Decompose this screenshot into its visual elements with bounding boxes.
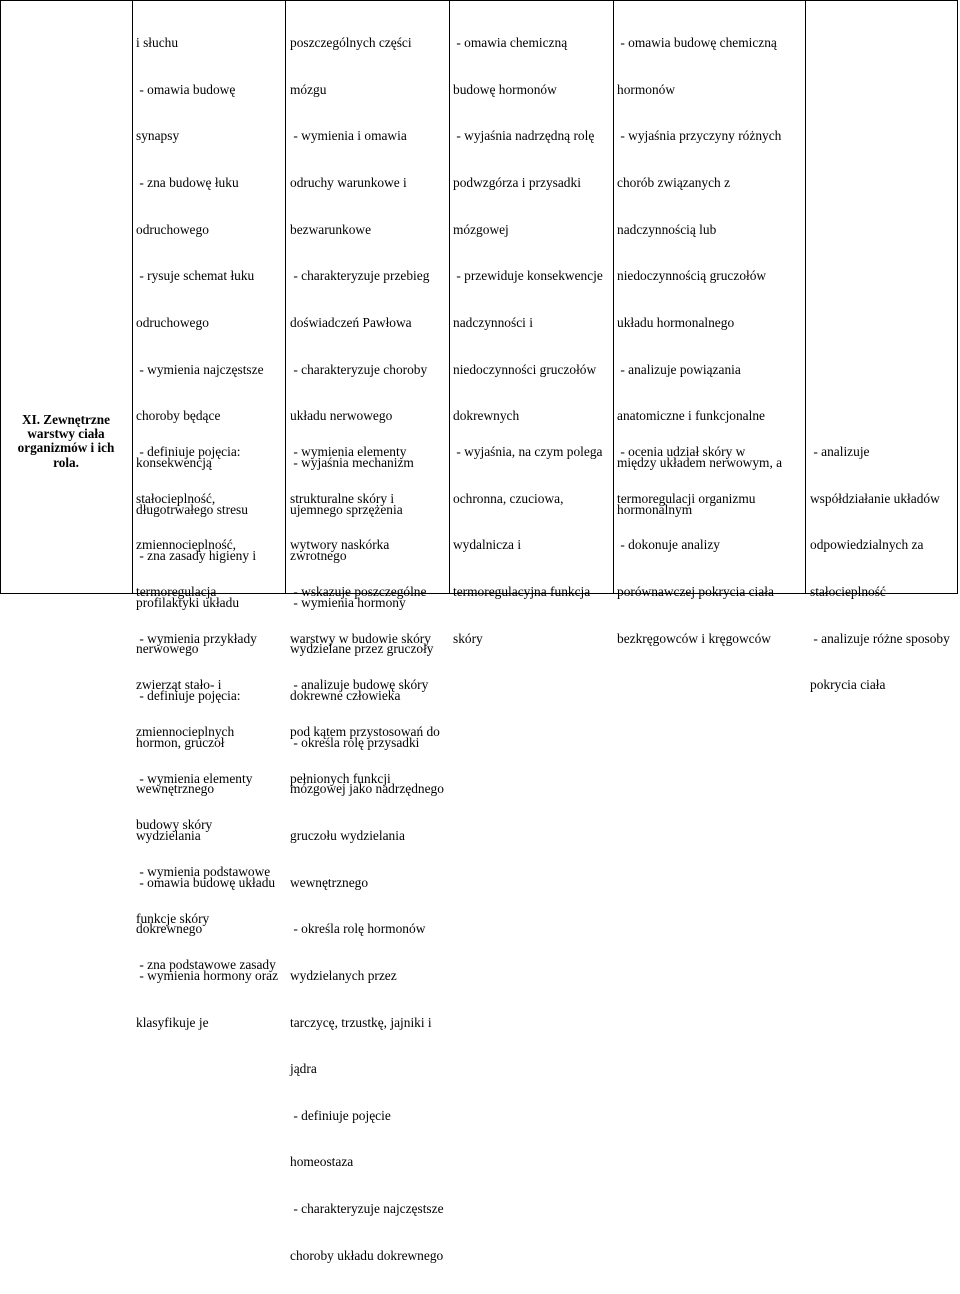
text-line: - definiuje pojęcie [290, 1107, 391, 1123]
text-line: budowę hormonów [453, 81, 557, 97]
text-line: - zna podstawowe zasady [136, 957, 276, 973]
text-line: odruchowego [136, 221, 209, 237]
text-line: - wyjaśnia, na czym polega [453, 444, 603, 460]
text-line: zwierząt stało- i [136, 677, 222, 693]
text-line: wydzielanych przez [290, 967, 397, 983]
text-line: stałocieplność, [136, 490, 216, 506]
text-line: - analizuje różne sposoby [810, 630, 950, 646]
col4-top-cell [453, 4, 603, 455]
text-line: dokrewne człowieka [290, 688, 401, 704]
text-line: - wymienia hormony oraz [136, 967, 279, 983]
text-line: wydalnicza i [453, 537, 522, 553]
text-line: hormonalnym [617, 501, 693, 517]
text-line: mózgowej [453, 221, 509, 237]
text-line: wydzielane przez gruczoły [290, 641, 434, 657]
text-line: i słuchu [136, 35, 179, 51]
text-line: układu hormonalnego [617, 314, 735, 330]
text-line: termoregulacyjna funkcja [453, 584, 591, 600]
text-line: zmiennocieplność, [136, 537, 237, 553]
text-line: - zna budowę łuku [136, 175, 239, 191]
text-line: - wymienia elementy [136, 770, 253, 786]
column-border [449, 0, 450, 594]
text-line: tarczycę, trzustkę, jajniki i [290, 1014, 432, 1030]
text-line: - przewiduje konsekwencje [453, 268, 603, 284]
text-line: wytwory naskórka [290, 537, 390, 553]
text-line: odruchowego [136, 314, 209, 330]
text-line: - określa rolę hormonów [290, 921, 426, 937]
text-line: - zna zasady higieny i [136, 548, 257, 564]
column-border [805, 0, 806, 594]
text-line: - analizuje powiązania [617, 361, 741, 377]
text-line: między układem nerwowym, a [617, 454, 783, 470]
text-line: dokrewnego [136, 921, 203, 937]
text-line: - definiuje pojęcia: [136, 688, 241, 704]
text-line: - wyjaśnia przyczyny różnych [617, 128, 782, 144]
text-line: zmiennocieplnych [136, 723, 235, 739]
column-border [0, 0, 1, 594]
col4-bottom-cell [453, 413, 602, 677]
text-line: nadczynnością lub [617, 221, 717, 237]
text-line: porównawczej pokrycia ciała [617, 584, 774, 600]
text-line: - wyjaśnia mechanizm [290, 454, 414, 470]
text-line: konsekwencją [136, 454, 212, 470]
text-line: - wymienia hormony [290, 594, 406, 610]
text-line: pod kątem przystosowań do [290, 723, 440, 739]
text-line: - omawia chemiczną [453, 35, 568, 51]
topic-cell: XI. Zewnętrzne warstwy ciała organizmów i ich rola. [17, 412, 115, 470]
text-line: pokrycia ciała [810, 677, 886, 693]
text-line: hormon, gruczoł [136, 734, 225, 750]
text-line: doświadczeń Pawłowa [290, 314, 412, 330]
text-line: chorób związanych z [617, 175, 731, 191]
text-line: - wymienia i omawia [290, 128, 407, 144]
text-line: hormonów [617, 81, 676, 97]
text-line: - rysuje schemat łuku [136, 268, 255, 284]
column-border [957, 0, 958, 594]
text-line: - omawia budowę chemiczną [617, 35, 777, 51]
text-line: gruczołu wydzielania [290, 827, 405, 843]
text-line: - analizuje budowę skóry [290, 677, 429, 693]
text-line: - charakteryzuje najczęstsze [290, 1201, 444, 1217]
text-line: ujemnego sprzężenia [290, 501, 403, 517]
text-line: współdziałanie układów [810, 490, 940, 506]
text-line: - wymienia podstawowe [136, 863, 271, 879]
text-line: mózgowej jako nadrzędnego [290, 781, 444, 797]
text-line: choroby będące [136, 408, 221, 424]
text-line: klasyfikuje je [136, 1014, 209, 1030]
text-line: warstwy w budowie skóry [290, 630, 431, 646]
text-line: poszczególnych części [290, 35, 412, 51]
text-line: odruchy warunkowe i [290, 175, 407, 191]
text-line: - wskazuje poszczególne [290, 584, 427, 600]
text-line: - charakteryzuje choroby [290, 361, 428, 377]
text-line: skóry [453, 630, 483, 646]
column-border [613, 0, 614, 594]
text-line: - definiuje pojęcia: [136, 444, 241, 460]
text-line: wewnętrznego [290, 874, 369, 890]
text-line: ochronna, czuciowa, [453, 490, 564, 506]
text-line: profilaktyki układu [136, 594, 240, 610]
text-line: funkcje skóry [136, 910, 210, 926]
text-line: termoregulacji organizmu [617, 490, 756, 506]
text-line: dokrewnych [453, 408, 520, 424]
text-line: mózgu [290, 81, 327, 97]
text-line: bezwarunkowe [290, 221, 372, 237]
column-border [285, 0, 286, 594]
text-line: nerwowego [136, 641, 199, 657]
col3-bottom-cell [290, 413, 440, 817]
text-line: wydzielania [136, 827, 201, 843]
text-line: bezkręgowców i kręgowców [617, 630, 771, 646]
text-line: stałocieplność [810, 584, 886, 600]
text-line: - wyjaśnia nadrzędną rolę [453, 128, 595, 144]
text-line: długotrwałego stresu [136, 501, 248, 517]
text-line: - dokonuje analizy [617, 537, 720, 553]
text-line: zwrotnego [290, 548, 347, 564]
col6-bottom-cell [810, 413, 950, 724]
text-line: jądra [290, 1061, 317, 1077]
text-line: - omawia budowę [136, 81, 236, 97]
row-border [0, 0, 958, 1]
text-line: układu nerwowego [290, 408, 393, 424]
text-line: choroby układu dokrewnego [290, 1247, 444, 1263]
text-line: - wymienia elementy [290, 444, 407, 460]
text-line: budowy skóry [136, 817, 213, 833]
text-line: - określa rolę przysadki [290, 734, 420, 750]
text-line: podwzgórza i przysadki [453, 175, 581, 191]
text-line: - ocenia udział skóry w [617, 444, 746, 460]
text-line: odpowiedzialnych za [810, 537, 924, 553]
text-line: - wymienia najczęstsze [136, 361, 264, 377]
text-line: pełnionych funkcji [290, 770, 391, 786]
col2-bottom-cell [136, 413, 279, 1004]
text-line: termoregulacja [136, 584, 217, 600]
col5-bottom-cell [617, 413, 774, 677]
text-line: - analizuje [810, 444, 870, 460]
text-line: - charakteryzuje przebieg [290, 268, 430, 284]
text-line: wewnętrznego [136, 781, 215, 797]
text-line: - omawia budowę układu [136, 874, 276, 890]
text-line: niedoczynności gruczołów [453, 361, 597, 377]
column-border [132, 0, 133, 594]
text-line: - wymienia przykłady [136, 630, 257, 646]
text-line: anatomiczne i funkcjonalne [617, 408, 765, 424]
text-line: nadczynności i [453, 314, 533, 330]
text-line: homeostaza [290, 1154, 354, 1170]
text-line: strukturalne skóry i [290, 490, 395, 506]
text-line: synapsy [136, 128, 180, 144]
text-line: niedoczynnością gruczołów [617, 268, 767, 284]
